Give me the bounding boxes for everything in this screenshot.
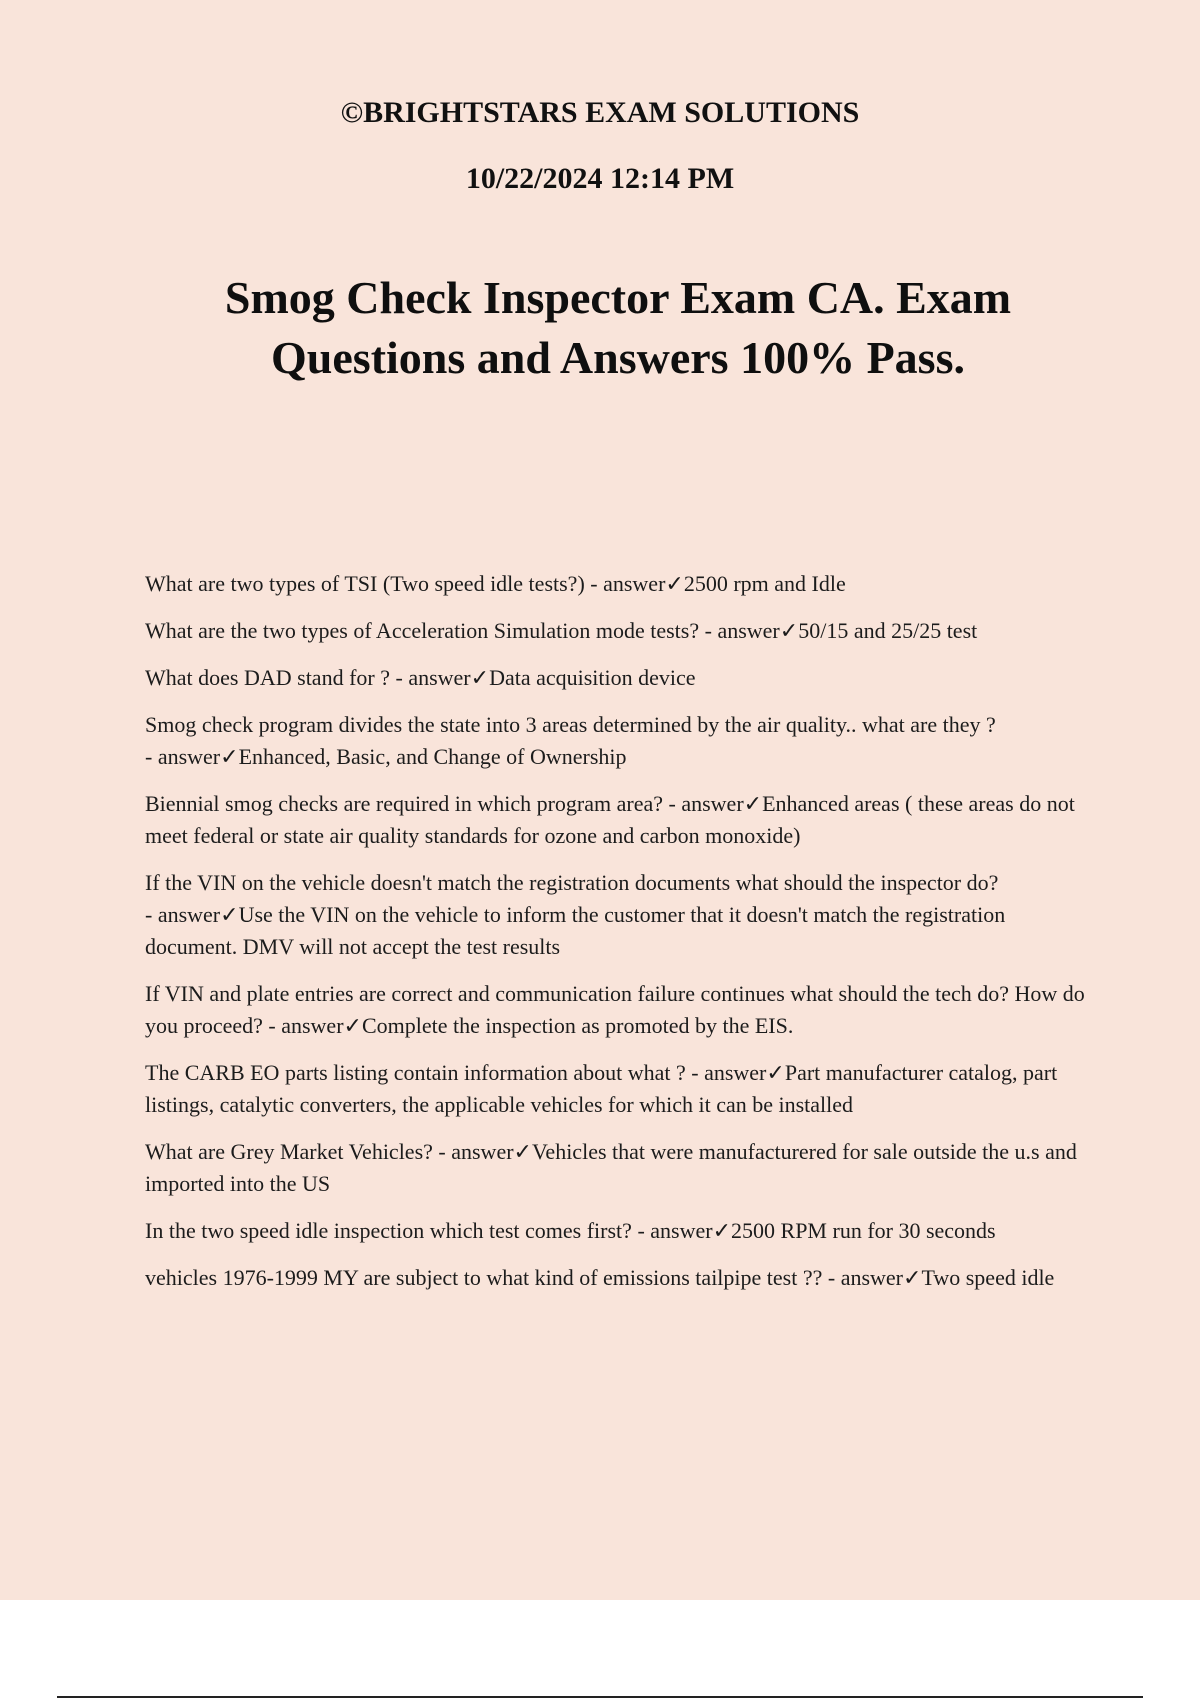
answer-separator: - answer: [584, 571, 666, 596]
check-icon: ✓: [220, 744, 239, 769]
question-text: What does DAD stand for ?: [145, 665, 390, 690]
question-text: What are two types of TSI (Two speed idle tests?): [145, 571, 585, 596]
answer-text: Vehicles that were manufacturered for sale outside the u.s and imported into the US: [145, 1139, 1077, 1196]
question-text: The CARB EO parts listing contain information about what ?: [145, 1060, 686, 1085]
footer-rule: [57, 1696, 1143, 1698]
answer-text: Enhanced areas ( these areas do not meet federal or state air quality standards for ozone and carbon monoxide): [145, 791, 1075, 848]
answer-separator: - answer: [262, 1013, 344, 1038]
answer-text: 2500 rpm and Idle: [683, 571, 846, 596]
qa-item: [145, 867, 1090, 963]
question-text: In the two speed idle inspection which test comes first?: [145, 1218, 632, 1243]
qa-item: [145, 788, 1090, 852]
check-icon: ✓: [513, 1139, 532, 1164]
question-text: If the VIN on the vehicle doesn't match the registration documents what should the inspector do?: [145, 870, 999, 895]
check-icon: ✓: [343, 1013, 362, 1038]
question-text: What are the two types of Acceleration Simulation mode tests?: [145, 618, 700, 643]
answer-separator: - answer: [822, 1265, 904, 1290]
brand-header: ©BRIGHTSTARS EXAM SOLUTIONS: [340, 96, 860, 129]
answer-text: 50/15 and 25/25 test: [798, 618, 978, 643]
answer-text: Data acquisition device: [489, 665, 696, 690]
check-icon: ✓: [903, 1265, 922, 1290]
answer-separator: - answer: [699, 618, 780, 643]
answer-separator: - answer: [145, 744, 221, 769]
answer-text: Part manufacturer catalog, part listings, catalytic converters, the applicable vehicles for which it can be installed: [145, 1060, 1058, 1117]
answer-text: Complete the inspection as promoted by the EIS.: [361, 1013, 794, 1038]
answer-text: Use the VIN on the vehicle to inform the customer that it doesn't match the registration document. DMV will not accept the test results: [145, 902, 1006, 959]
qa-item: [145, 568, 1090, 600]
qa-list: [145, 568, 1090, 1309]
check-icon: ✓: [766, 1060, 785, 1085]
answer-separator: - answer: [432, 1139, 514, 1164]
question-text: Smog check program divides the state into 3 areas determined by the air quality.. what are they ?: [145, 712, 996, 737]
check-icon: ✓: [779, 618, 799, 643]
question-text: vehicles 1976-1999 MY are subject to what kind of emissions tailpipe test ??: [145, 1265, 823, 1290]
check-icon: ✓: [220, 902, 239, 927]
answer-separator: - answer: [631, 1218, 713, 1243]
check-icon: ✓: [665, 571, 684, 596]
qa-item: [145, 978, 1090, 1042]
answer-separator: - answer: [663, 791, 744, 816]
qa-item: [145, 662, 1090, 694]
check-icon: ✓: [470, 665, 490, 690]
question-text: Biennial smog checks are required in which program area?: [145, 791, 664, 816]
qa-item: [145, 615, 1090, 647]
answer-text: Enhanced, Basic, and Change of Ownership: [238, 744, 627, 769]
answer-separator: - answer: [145, 902, 221, 927]
qa-item: [145, 1057, 1090, 1121]
answer-separator: - answer: [685, 1060, 767, 1085]
document-datetime: 10/22/2024 12:14 PM: [465, 162, 735, 195]
check-icon: ✓: [712, 1218, 732, 1243]
question-text: What are Grey Market Vehicles?: [145, 1139, 433, 1164]
answer-text: 2500 RPM run for 30 seconds: [731, 1218, 996, 1243]
document-title: Smog Check Inspector Exam CA. Exam Questions and Answers 100% Pass.: [224, 272, 1012, 383]
qa-item: [145, 1262, 1090, 1294]
qa-item: [145, 709, 1090, 773]
check-icon: ✓: [743, 791, 763, 816]
qa-item: [145, 1136, 1090, 1200]
qa-item: [145, 1215, 1090, 1247]
answer-text: Two speed idle: [921, 1265, 1055, 1290]
question-text: If VIN and plate entries are correct and communication failure continues what should the tech do? How do you proceed?: [145, 981, 1085, 1038]
answer-separator: - answer: [390, 665, 471, 690]
